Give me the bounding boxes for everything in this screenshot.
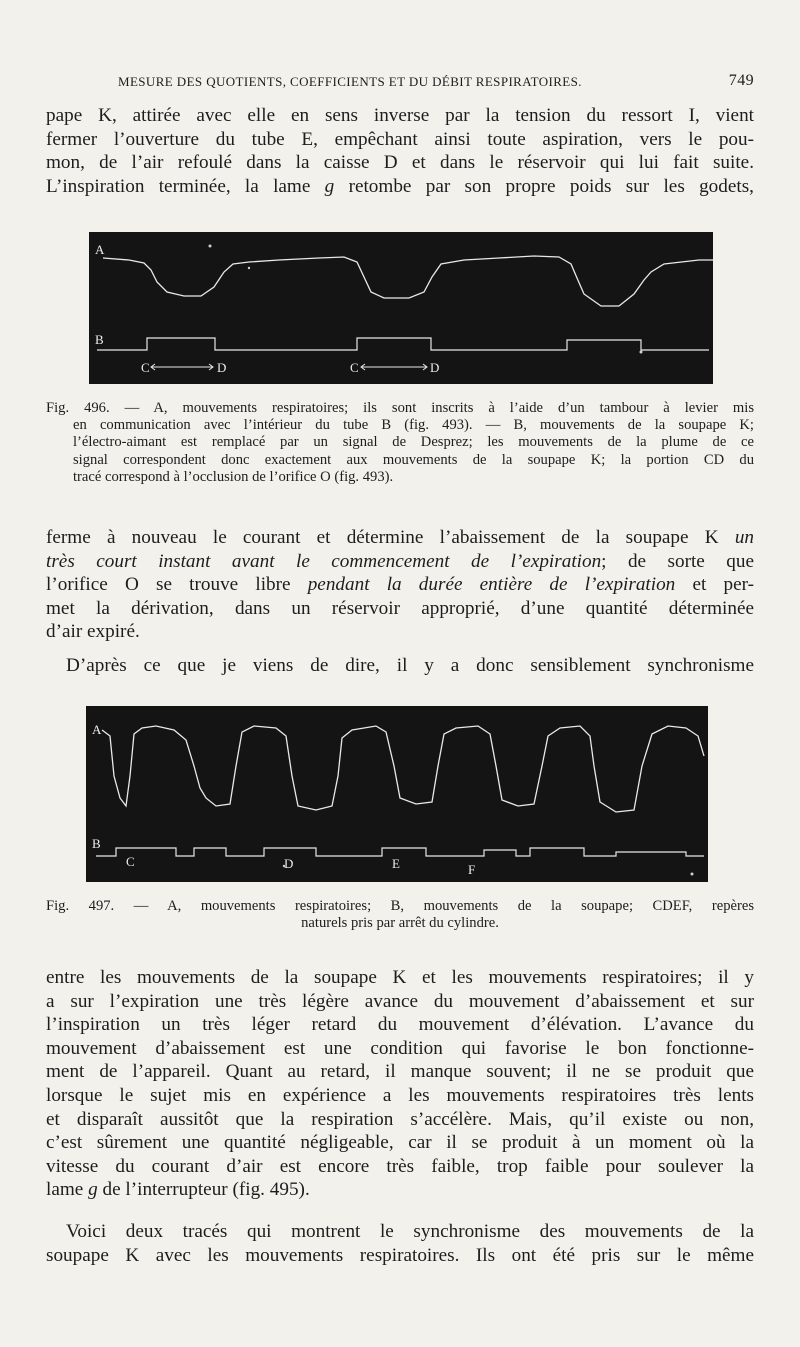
figure-496-svg — [89, 232, 713, 384]
speck — [209, 245, 212, 248]
text-line — [46, 573, 754, 597]
text-fragment: de l’interrupteur (fig. 495). — [97, 1179, 310, 1201]
italic-fragment: pendant la durée entière de l’expiration — [307, 574, 676, 596]
paragraph-1 — [46, 104, 754, 198]
text-line: pape K, attirée avec elle en sens inverse par la tension du ressort I, vient — [46, 105, 754, 126]
caption-line: naturels pris par arrêt du cylindre. — [301, 915, 499, 932]
label-d: D — [430, 360, 440, 375]
text-line: soupape K avec les mouvements respiratoires. Ils ont été pris sur le même — [46, 1244, 754, 1266]
text-line: fermer l’ouverture du tube E, empêchant ainsi toute aspiration, vers le pou- — [46, 128, 754, 150]
caption-line: tracé correspond à l’occlusion de l’orifice O (fig. 493). — [73, 468, 394, 485]
text-line: c’est sûrement une quantité négligeable, car il se produit à un moment où la — [46, 1132, 754, 1154]
italic-g: g — [324, 175, 335, 197]
label-e: E — [392, 856, 400, 871]
label-a: A — [92, 722, 102, 737]
figure-497-caption — [46, 898, 754, 932]
paragraph-3 — [46, 654, 754, 678]
label-b: B — [92, 836, 101, 851]
text-line: a sur l’expiration une très légère avance du mouvement d’abaissement et sur — [46, 990, 754, 1012]
text-line: entre les mouvements de la soupape K et les mouvements respiratoires; il y — [46, 967, 754, 988]
text-line: l’inspiration un très léger retard du mouvement d’élévation. L’avance du — [46, 1014, 754, 1036]
text-fragment: et per- — [675, 574, 754, 596]
label-c: C — [141, 360, 150, 375]
text-fragment: ferme à nouveau le courant et détermine l’abaissement de la soupape K — [46, 527, 735, 548]
text-line: D’après ce que je viens de dire, il y a donc sensiblement synchronisme — [66, 655, 754, 676]
label-b: B — [95, 332, 104, 347]
figure-497-svg — [86, 706, 708, 882]
text-line: vitesse du courant d’air est encore très faible, trop faible pour soulever la — [46, 1155, 754, 1177]
text-fragment: lame — [46, 1179, 89, 1201]
text-line: ment de l’appareil. Quant au retard, il manque souvent; il ne se produit que — [46, 1061, 754, 1083]
caption-line: en communication avec l’intérieur du tube B (fig. 493). — B, mouvements de la soupape K; — [73, 417, 754, 434]
caption-line: Fig. 496. — A, mouvements respiratoires; ils sont inscrits à l’aide d’un tambour à levier mis — [46, 400, 754, 416]
label-c: C — [126, 854, 135, 869]
text-fragment: retombe par son propre poids sur les godets, — [334, 175, 754, 197]
text-line: et disparaît aussitôt que la respiration s’accélère. Mais, qu’il existe ou non, — [46, 1108, 754, 1130]
italic-fragment: très court instant avant le commencement de l’expiration — [46, 550, 602, 572]
text-fragment: l’orifice O se trouve libre — [46, 574, 308, 596]
label-d: D — [217, 360, 227, 375]
running-head-title: MESURE DES QUOTIENTS, COEFFICIENTS ET DU DÉBIT RESPIRATOIRES. — [118, 74, 582, 89]
caption-line: l’électro-aimant est remplacé par un signal de Desprez; les mouvements de la plume de ce — [73, 434, 754, 451]
italic-fragment: un — [734, 527, 754, 548]
figure-496-caption — [46, 400, 754, 486]
trace-a-respiratory — [102, 726, 704, 812]
label-f: F — [468, 862, 476, 877]
figure-497-trace — [86, 706, 708, 882]
text-line: Voici deux tracés qui montrent le synchronisme des mouvements de la — [66, 1221, 754, 1242]
speck — [248, 267, 250, 269]
text-line: mon, de l’air refoulé dans la caisse D et dans le réservoir qui lui fait suite. — [46, 152, 754, 174]
trace-b-valve — [97, 338, 709, 350]
speck — [640, 351, 643, 354]
text-line — [46, 526, 754, 550]
figure-496-trace — [89, 232, 713, 384]
text-line — [46, 175, 754, 199]
text-line: mouvement d’abaissement est une condition qui favorise le bon fonctionne- — [46, 1037, 754, 1059]
speck — [691, 873, 694, 876]
caption-line: Fig. 497. — A, mouvements respiratoires; B, mouvements de la soupape; CDEF, repères — [46, 898, 754, 914]
paragraph-2 — [46, 526, 754, 644]
text-line: met la dérivation, dans un réservoir approprié, d’une quantité déterminée — [46, 597, 754, 619]
label-d: D — [284, 856, 294, 871]
text-fragment: L’inspiration terminée, la lame — [46, 175, 325, 197]
label-c: C — [350, 360, 359, 375]
text-line: lorsque le sujet mis en expérience a les mouvements respiratoires très lents — [46, 1084, 754, 1106]
text-line: d’air expiré. — [46, 621, 140, 643]
trace-b-valve — [96, 848, 704, 856]
page-number: 749 — [728, 72, 754, 89]
paragraph-4 — [46, 966, 754, 1202]
text-fragment: ; de sorte que — [601, 550, 754, 572]
italic-g: g — [88, 1179, 98, 1201]
paragraph-5 — [46, 1220, 754, 1267]
text-line — [46, 550, 754, 574]
label-a: A — [95, 242, 105, 257]
text-line — [46, 1178, 754, 1202]
caption-line: signal correspondent donc exactement aux mouvements de la soupape K; la portion CD du — [73, 451, 754, 468]
trace-a-respiratory — [103, 256, 713, 306]
